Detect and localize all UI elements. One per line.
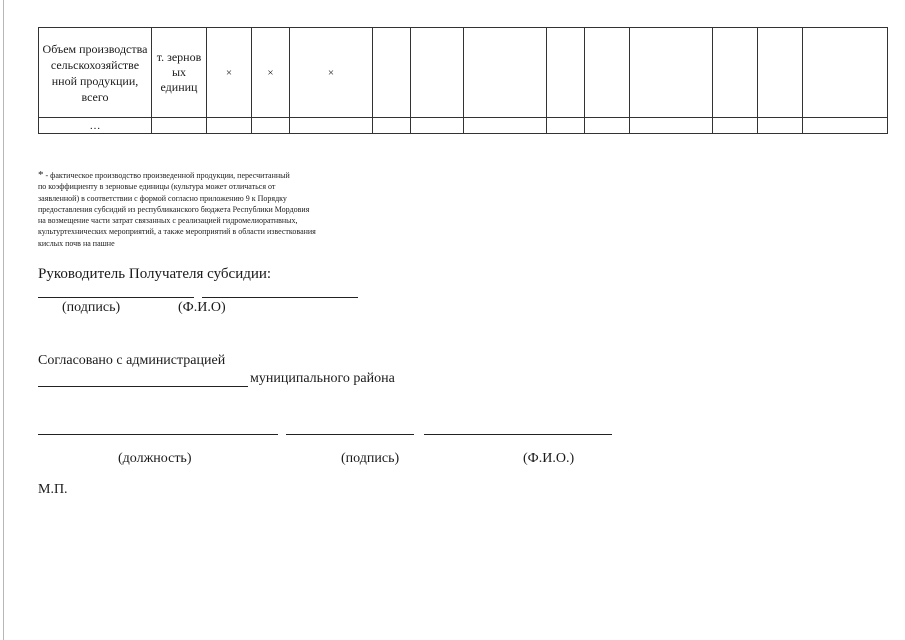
table-cell (411, 28, 464, 118)
table-cell (585, 28, 630, 118)
district-label: муниципального района (250, 371, 395, 386)
admin-name-line (38, 386, 248, 387)
table-cell-x: × (252, 28, 290, 118)
fio-caption: (Ф.И.О) (178, 300, 226, 315)
sign-caption: (подпись) (62, 300, 121, 315)
continuation-cell: … (39, 118, 152, 134)
table-cell (803, 28, 888, 118)
fio-line (202, 297, 358, 298)
table-cell (290, 118, 373, 134)
table-cell (152, 118, 207, 134)
table-cell (373, 28, 411, 118)
approval-sign-caption: (подпись) (341, 451, 400, 466)
table-cell (758, 118, 803, 134)
head-title: Руководитель Получателя субсидии: (38, 266, 272, 282)
unit-cell: т. зернов ых единиц (152, 28, 207, 118)
table-row (39, 28, 888, 118)
table-cell (411, 118, 464, 134)
table-cell-x: × (207, 28, 252, 118)
table-cell (207, 118, 252, 134)
table-cell (803, 118, 888, 134)
approval-fio-caption: (Ф.И.О.) (523, 451, 575, 466)
table-cell (547, 118, 585, 134)
table-cell-x: × (290, 28, 373, 118)
approval-fio-line (424, 434, 612, 435)
table-cell (630, 118, 713, 134)
position-caption: (должность) (118, 451, 192, 466)
production-table (38, 27, 888, 134)
position-line (38, 434, 278, 435)
table-cell (464, 28, 547, 118)
approval-title: Согласовано с администрацией (38, 353, 226, 368)
sign-line (38, 297, 194, 298)
table-row (39, 118, 888, 134)
footnote (38, 170, 383, 249)
footnote-star: * (38, 169, 44, 181)
table-cell (713, 118, 758, 134)
table-cell (373, 118, 411, 134)
table-cell (547, 28, 585, 118)
approval-sign-line (286, 434, 414, 435)
table-cell (758, 28, 803, 118)
stamp-place: М.П. (38, 482, 68, 497)
row-label-cell: Объем производства сельскохозяйстве нной продукции, всего (39, 28, 152, 118)
page-left-edge (3, 0, 4, 640)
table-cell (464, 118, 547, 134)
footnote-text: - фактическое производство произведенной продукции, пересчитанный по коэффициенту в зерновые единицы (культура может отличаться от заявленной) в соответствии с формой согласно приложению 9 к Порядку предоставления субсидий из республиканского бюджета Республики Мордовия на возмещение части затрат связанных с реализацией гидромелиоратнвных, культуртехнических мероприятий, а также мероприятий в области известкования кислых почв на пашне (38, 171, 316, 248)
table-cell (252, 118, 290, 134)
table-cell (713, 28, 758, 118)
table-cell (630, 28, 713, 118)
table-cell (585, 118, 630, 134)
